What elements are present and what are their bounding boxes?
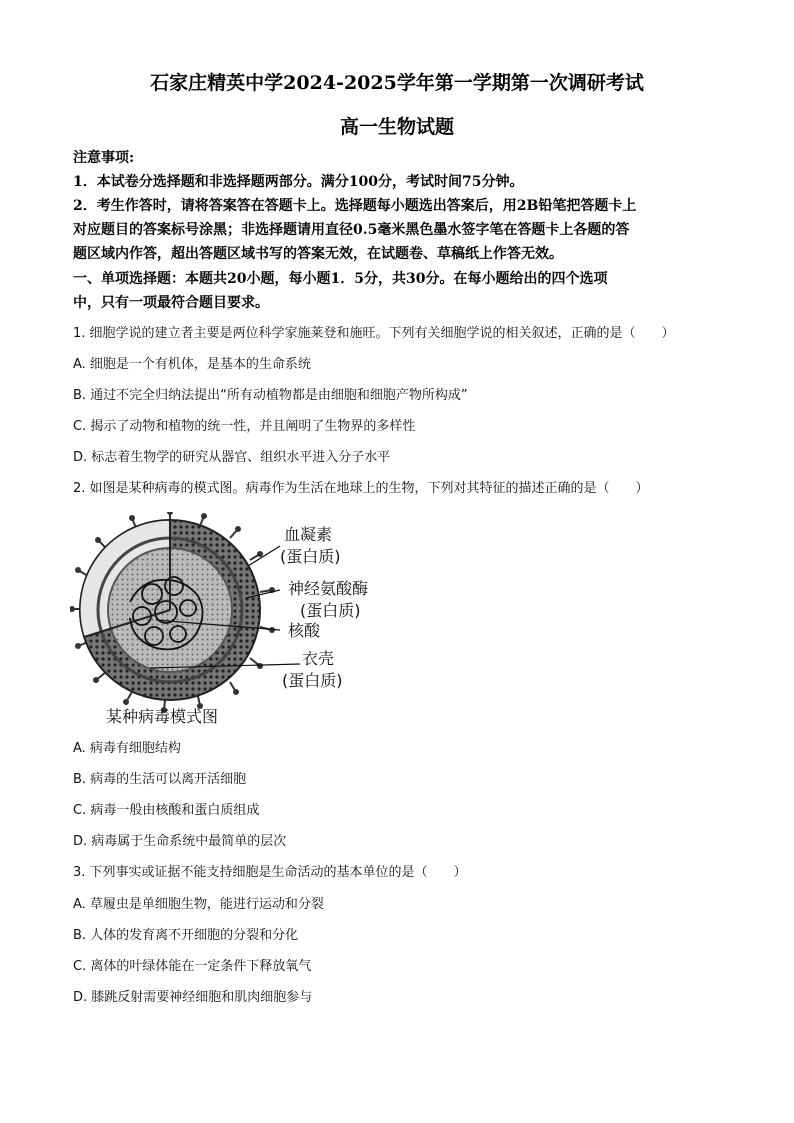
- question-1-option-d: D. 标志着生物学的研究从器官、组织水平进入分子水平: [73, 450, 391, 465]
- label-neuraminidase-sub: (蛋白质): [300, 601, 361, 620]
- label-hemagglutinin-sub: (蛋白质): [280, 547, 341, 566]
- label-capsid: 衣壳: [302, 649, 335, 668]
- section-heading-line-2: 中，只有一项最符合题目要求。: [73, 295, 269, 311]
- virus-body: [70, 512, 275, 713]
- question-3-option-a: A. 草履虫是单细胞生物，能进行运动和分裂: [73, 897, 324, 912]
- virus-diagram: [70, 512, 400, 732]
- question-2-option-c: C. 病毒一般由核酸和蛋白质组成: [73, 803, 260, 818]
- question-2-option-b: B. 病毒的生活可以离开活细胞: [73, 772, 247, 787]
- title-line-2: 高一生物试题: [339, 116, 454, 138]
- section-heading-line-1: 一、单项选择题：本题共20小题，每小题1．5分，共30分。在每小题给出的四个选项: [73, 271, 608, 287]
- question-3-option-d: D. 膝跳反射需要神经细胞和肌肉细胞参与: [73, 990, 313, 1005]
- label-nucleic-acid: 核酸: [288, 621, 321, 640]
- title-line-1: 石家庄精英中学2024-2025学年第一学期第一次调研考试: [150, 72, 644, 94]
- question-3-stem: 3. 下列事实或证据不能支持细胞是生命活动的基本单位的是（ ）: [73, 865, 467, 880]
- question-1-stem: 1. 细胞学说的建立者主要是两位科学家施莱登和施旺。下列有关细胞学说的相关叙述，正确的是（ ）: [73, 326, 675, 341]
- figure-caption: 某种病毒模式图: [106, 707, 219, 726]
- notice-heading: 注意事项:: [73, 150, 135, 166]
- question-1-option-c: C. 揭示了动物和植物的统一性，并且阐明了生物界的多样性: [73, 419, 416, 434]
- notice-item-1: 1．本试卷分选择题和非选择题两部分。满分100分，考试时间75分钟。: [73, 174, 524, 190]
- label-neuraminidase: 神经氨酸酶: [288, 579, 369, 598]
- notice-item-2-line-3: 题区域内作答，超出答题区域书写的答案无效，在试题卷、草稿纸上作答无效。: [73, 246, 563, 262]
- question-2-stem: 2. 如图是某种病毒的模式图。病毒作为生活在地球上的生物，下列对其特征的描述正确的是（ ）: [73, 481, 649, 496]
- question-2-option-d: D. 病毒属于生命系统中最简单的层次: [73, 834, 287, 849]
- notice-item-2-line-2: 对应题目的答案标号涂黑；非选择题请用直径0.5毫米黑色墨水签字笔在答题卡上各题的答: [73, 222, 630, 238]
- question-1-option-b: B. 通过不完全归纳法提出“所有动植物都是由细胞和细胞产物所构成”: [73, 388, 468, 403]
- question-3-option-c: C. 离体的叶绿体能在一定条件下释放氧气: [73, 959, 312, 974]
- notice-item-2-line-1: 2．考生作答时，请将答案答在答题卡上。选择题每小题选出答案后，用2B铅笔把答题卡上: [73, 198, 637, 214]
- label-hemagglutinin: 血凝素: [284, 525, 333, 544]
- question-2-option-a: A. 病毒有细胞结构: [73, 741, 181, 756]
- question-3-option-b: B. 人体的发育离不开细胞的分裂和分化: [73, 928, 299, 943]
- question-1-option-a: A. 细胞是一个有机体，是基本的生命系统: [73, 357, 311, 372]
- label-capsid-sub: (蛋白质): [282, 671, 343, 690]
